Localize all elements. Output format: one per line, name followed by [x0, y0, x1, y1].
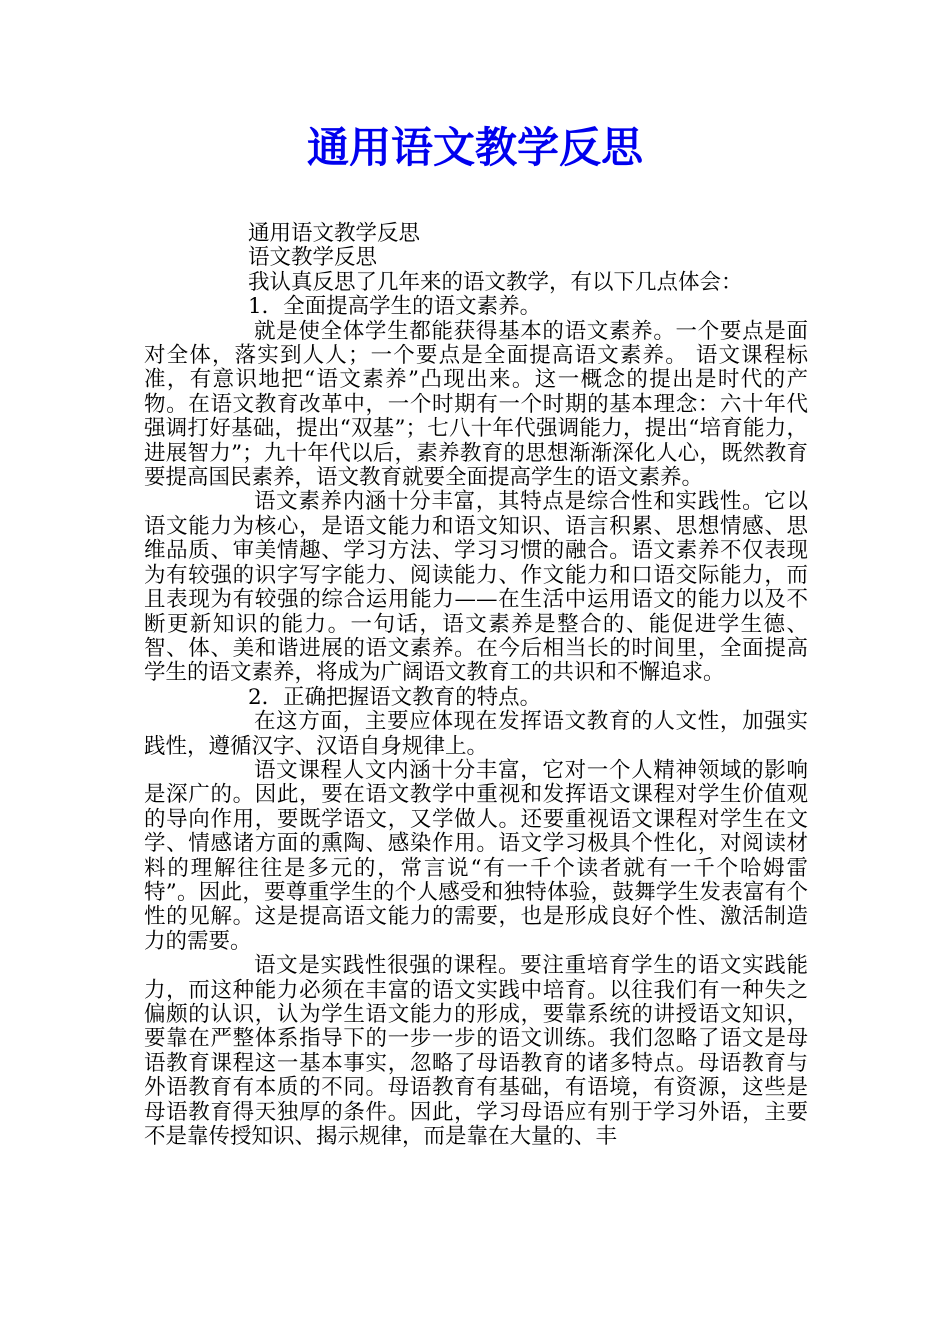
subtitle-line: 语文教学反思 — [248, 245, 378, 271]
body-paragraph: 语文素养内涵十分丰富，其特点是综合性和实践性。它以语文能力为核心，是语文能力和语文知识、语言积累、思想情感、思维品质、审美情趣、学习方法、学习习惯的融合。语文素养不仅表现为有较强的识字写字能力、阅读能力、作文能力和口语交际能力，而且表现为有较强的综合运用能力——在生活中运用语文的能力以及不断更新知识的能力。一句话，语文素养是整合的、能促进学生德、智、体、美和谐进展的语文素养。在今后相当长的时间里，全面提高学生的语文素养，将成为广阔语文教育工的共识和不懈追求。 — [144, 489, 808, 686]
body-paragraph: 语文是实践性很强的课程。要注重培育学生的语文实践能力，而这种能力必须在丰富的语文实践中培育。以往我们有一种失之偏颇的认识，认为学生语文能力的形成，要靠系统的讲授语文知识，要靠在严整体系指导下的一步一步的语文训练。我们忽略了语文是母语教育课程这一基本事实，忽略了母语教育的诸多特点。母语教育与外语教育有本质的不同。母语教育有基础，有语境，有资源，这些是母语教育得天独厚的条件。因此，学习母语应有别于学习外语，主要不是靠传授知识、揭示规律，而是靠在大量的、丰 — [144, 953, 808, 1150]
subtitle-line: 通用语文教学反思 — [248, 221, 421, 246]
intro-line: 我认真反思了几年来的语文教学，有以下几点体会： — [248, 269, 743, 295]
body-paragraph: 就是使全体学生都能获得基本的语文素养。一个要点是面对全体，落实到人人；一个要点是全面提高语文素养。 语文课程标准，有意识地把“语文素养”凸现出来。这一概念的提出是时代的产物。在语文教育改革中，一个时期有一个时期的基本理念：六十年代强调打好基础，提出“双基”；七八十年代强调能力，提出“培育能力，进展智力”；九十年代以后，素养教育的思想渐渐深化人心，既然教育要提高国民素养，语文教育就要全面提高学生的语文素养。 — [144, 318, 808, 491]
document-title: 通用语文教学反思 — [306, 123, 643, 172]
section-heading: 2．正确把握语文教育的特点。 — [248, 684, 542, 710]
body-paragraph: 在这方面，主要应体现在发挥语文教育的人文性，加强实践性，遵循汉字、汉语自身规律上。 — [144, 709, 808, 759]
document-body — [144, 222, 808, 1149]
body-paragraph: 语文课程人文内涵十分丰富，它对一个人精神领域的影响是深广的。因此，要在语文教学中重视和发挥语文课程对学生价值观的导向作用，要既学语文，又学做人。还要重视语文课程对学生在文学、情感诸方面的熏陶、感染作用。语文学习极具个性化，对阅读材料的理解往往是多元的，常言说“有一千个读者就有一千个哈姆雷特”。因此，要尊重学生的个人感受和独特体验，鼓舞学生发表富有个性的见解。这是提高语文能力的需要，也是形成良好个性、激活制造力的需要。 — [144, 757, 808, 954]
section-heading: 1．全面提高学生的语文素养。 — [248, 294, 542, 320]
